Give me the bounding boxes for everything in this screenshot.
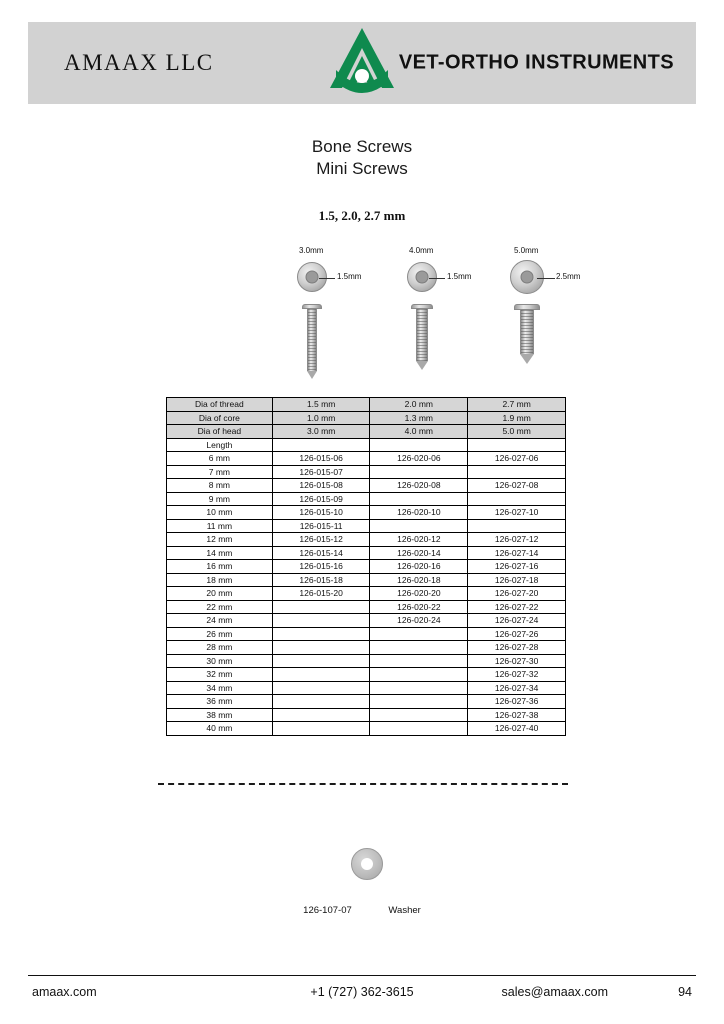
part-number-cell: 4.0 mm [370,425,468,439]
part-number-cell: 126-027-36 [468,695,566,709]
row-label-cell: 12 mm [167,533,273,547]
part-number-cell [370,438,468,452]
table-row [167,438,566,452]
part-number-cell: 126-020-24 [370,614,468,628]
leader-line [319,278,335,279]
table-row [167,681,566,695]
row-label-cell: 14 mm [167,546,273,560]
part-number-cell: 126-015-06 [272,452,370,466]
core-diameter-label: 2.5mm [556,272,581,281]
row-label-cell: 6 mm [167,452,273,466]
header-tagline: VET-ORTHO INSTRUMENTS [398,51,674,74]
row-label-cell: 24 mm [167,614,273,628]
row-label-cell: 8 mm [167,479,273,493]
row-label-cell: 11 mm [167,519,273,533]
part-number-cell: 126-027-24 [468,614,566,628]
part-number-cell: 1.3 mm [370,411,468,425]
part-number-cell: 2.0 mm [370,398,468,412]
head-diameter-label: 3.0mm [299,246,324,255]
part-number-cell: 126-015-18 [272,573,370,587]
part-number-cell: 126-027-12 [468,533,566,547]
leader-line [429,278,445,279]
part-number-cell: 126-027-34 [468,681,566,695]
part-number-cell [272,681,370,695]
part-number-cell: 126-027-38 [468,708,566,722]
part-number-cell: 126-027-16 [468,560,566,574]
company-name: AMAAX LLC [64,50,214,75]
part-number-cell: 126-015-14 [272,546,370,560]
row-label-cell: 16 mm [167,560,273,574]
washer-name: Washer [388,905,421,916]
part-number-cell: 126-015-09 [272,492,370,506]
table-row [167,654,566,668]
part-number-cell [370,654,468,668]
part-number-cell: 126-020-20 [370,587,468,601]
part-number-cell [370,641,468,655]
screw-tip [307,371,317,379]
table-row [167,533,566,547]
part-number-cell: 126-027-06 [468,452,566,466]
part-number-cell [272,641,370,655]
footer-divider [28,975,696,976]
footer-page-number: 94 [678,985,692,999]
part-number-cell [370,722,468,736]
table-row [167,668,566,682]
row-label-cell: 30 mm [167,654,273,668]
spec-table [166,397,566,736]
footer-email[interactable]: sales@amaax.com [501,985,608,999]
page-footer [28,985,696,1007]
part-number-cell: 126-020-14 [370,546,468,560]
row-label-cell: 18 mm [167,573,273,587]
part-number-cell [272,600,370,614]
table-row [167,587,566,601]
part-number-cell: 5.0 mm [468,425,566,439]
part-number-cell: 126-020-22 [370,600,468,614]
part-number-cell: 126-027-22 [468,600,566,614]
part-number-cell: 126-020-10 [370,506,468,520]
part-number-cell: 1.0 mm [272,411,370,425]
part-number-cell: 126-027-08 [468,479,566,493]
part-number-cell: 126-020-12 [370,533,468,547]
row-label-cell: 9 mm [167,492,273,506]
row-label-cell: 38 mm [167,708,273,722]
part-number-cell: 126-015-11 [272,519,370,533]
part-number-cell: 126-020-06 [370,452,468,466]
table-row [167,465,566,479]
part-number-cell: 126-027-32 [468,668,566,682]
part-number-cell: 126-015-08 [272,479,370,493]
part-number-cell [370,465,468,479]
screw-tip [416,361,428,370]
spec-table-container [166,397,566,736]
amaax-logo [316,26,408,100]
part-number-cell: 126-015-10 [272,506,370,520]
row-label-cell: 40 mm [167,722,273,736]
table-row [167,695,566,709]
row-label-cell: 10 mm [167,506,273,520]
part-number-cell: 126-027-28 [468,641,566,655]
page-title [0,136,724,180]
part-number-cell [370,627,468,641]
row-label-cell: 32 mm [167,668,273,682]
table-row [167,492,566,506]
part-number-cell [370,695,468,709]
table-row [167,398,566,412]
table-row [167,708,566,722]
part-number-cell [468,492,566,506]
page-header [28,22,696,104]
table-row [167,452,566,466]
part-number-cell: 3.0 mm [272,425,370,439]
row-label-cell: Dia of head [167,425,273,439]
screw-shaft [416,309,428,361]
part-number-cell [468,438,566,452]
washer-code: 126-107-07 [303,905,352,916]
row-label-cell: Dia of thread [167,398,273,412]
part-number-cell [370,681,468,695]
part-number-cell: 126-020-08 [370,479,468,493]
row-label-cell: 34 mm [167,681,273,695]
part-number-cell [272,654,370,668]
table-row [167,506,566,520]
part-number-cell [272,668,370,682]
table-row [167,641,566,655]
screw-head-top-view-icon [510,260,544,294]
row-label-cell: 28 mm [167,641,273,655]
table-row [167,425,566,439]
screw-shaft [520,310,534,354]
part-number-cell [272,708,370,722]
screw-diagram-1 [275,240,395,385]
part-number-cell: 126-015-07 [272,465,370,479]
row-label-cell: Dia of core [167,411,273,425]
screw-head-top-view-icon [297,262,327,292]
table-row [167,573,566,587]
part-number-cell: 126-027-10 [468,506,566,520]
part-number-cell [370,708,468,722]
section-divider [158,783,568,785]
row-label-cell: 22 mm [167,600,273,614]
table-row [167,411,566,425]
row-label-cell: 7 mm [167,465,273,479]
spec-table-body [167,398,566,736]
table-row [167,600,566,614]
row-label-cell: Length [167,438,273,452]
part-number-cell [370,492,468,506]
part-number-cell: 126-015-20 [272,587,370,601]
table-row [167,519,566,533]
table-row [167,627,566,641]
head-diameter-label: 5.0mm [514,246,539,255]
screw-diagram-2 [385,240,505,385]
screw-diagrams [255,240,585,385]
part-number-cell: 126-015-16 [272,560,370,574]
footer-phone[interactable]: +1 (727) 362-3615 [310,985,414,999]
table-row [167,479,566,493]
part-number-cell: 1.5 mm [272,398,370,412]
part-number-cell [370,668,468,682]
part-number-cell: 126-027-20 [468,587,566,601]
table-row [167,614,566,628]
core-diameter-label: 1.5mm [447,272,472,281]
part-number-cell: 126-027-30 [468,654,566,668]
title-line-2: Mini Screws [316,159,408,178]
row-label-cell: 20 mm [167,587,273,601]
part-number-cell [468,465,566,479]
part-number-cell: 126-020-16 [370,560,468,574]
part-number-cell: 126-020-18 [370,573,468,587]
row-label-cell: 36 mm [167,695,273,709]
part-number-cell: 2.7 mm [468,398,566,412]
core-diameter-label: 1.5mm [337,272,362,281]
page-subtitle: 1.5, 2.0, 2.7 mm [318,208,406,223]
screw-shaft [307,309,317,371]
part-number-cell [272,722,370,736]
washer-icon [351,848,383,880]
row-label-cell: 26 mm [167,627,273,641]
screw-head-top-view-icon [407,262,437,292]
part-number-cell [468,519,566,533]
part-number-cell [272,438,370,452]
washer-caption [0,905,724,916]
part-number-cell [370,519,468,533]
table-row [167,560,566,574]
table-row [167,722,566,736]
title-line-1: Bone Screws [311,137,413,156]
screw-diagram-3 [490,240,610,385]
part-number-cell: 1.9 mm [468,411,566,425]
part-number-cell: 126-027-14 [468,546,566,560]
part-number-cell: 126-027-26 [468,627,566,641]
part-number-cell [272,695,370,709]
part-number-cell [272,627,370,641]
table-row [167,546,566,560]
leader-line [537,278,555,279]
part-number-cell [272,614,370,628]
part-number-cell: 126-027-40 [468,722,566,736]
screw-tip [520,354,534,364]
part-number-cell: 126-027-18 [468,573,566,587]
footer-website[interactable]: amaax.com [32,985,97,999]
part-number-cell: 126-015-12 [272,533,370,547]
head-diameter-label: 4.0mm [409,246,434,255]
